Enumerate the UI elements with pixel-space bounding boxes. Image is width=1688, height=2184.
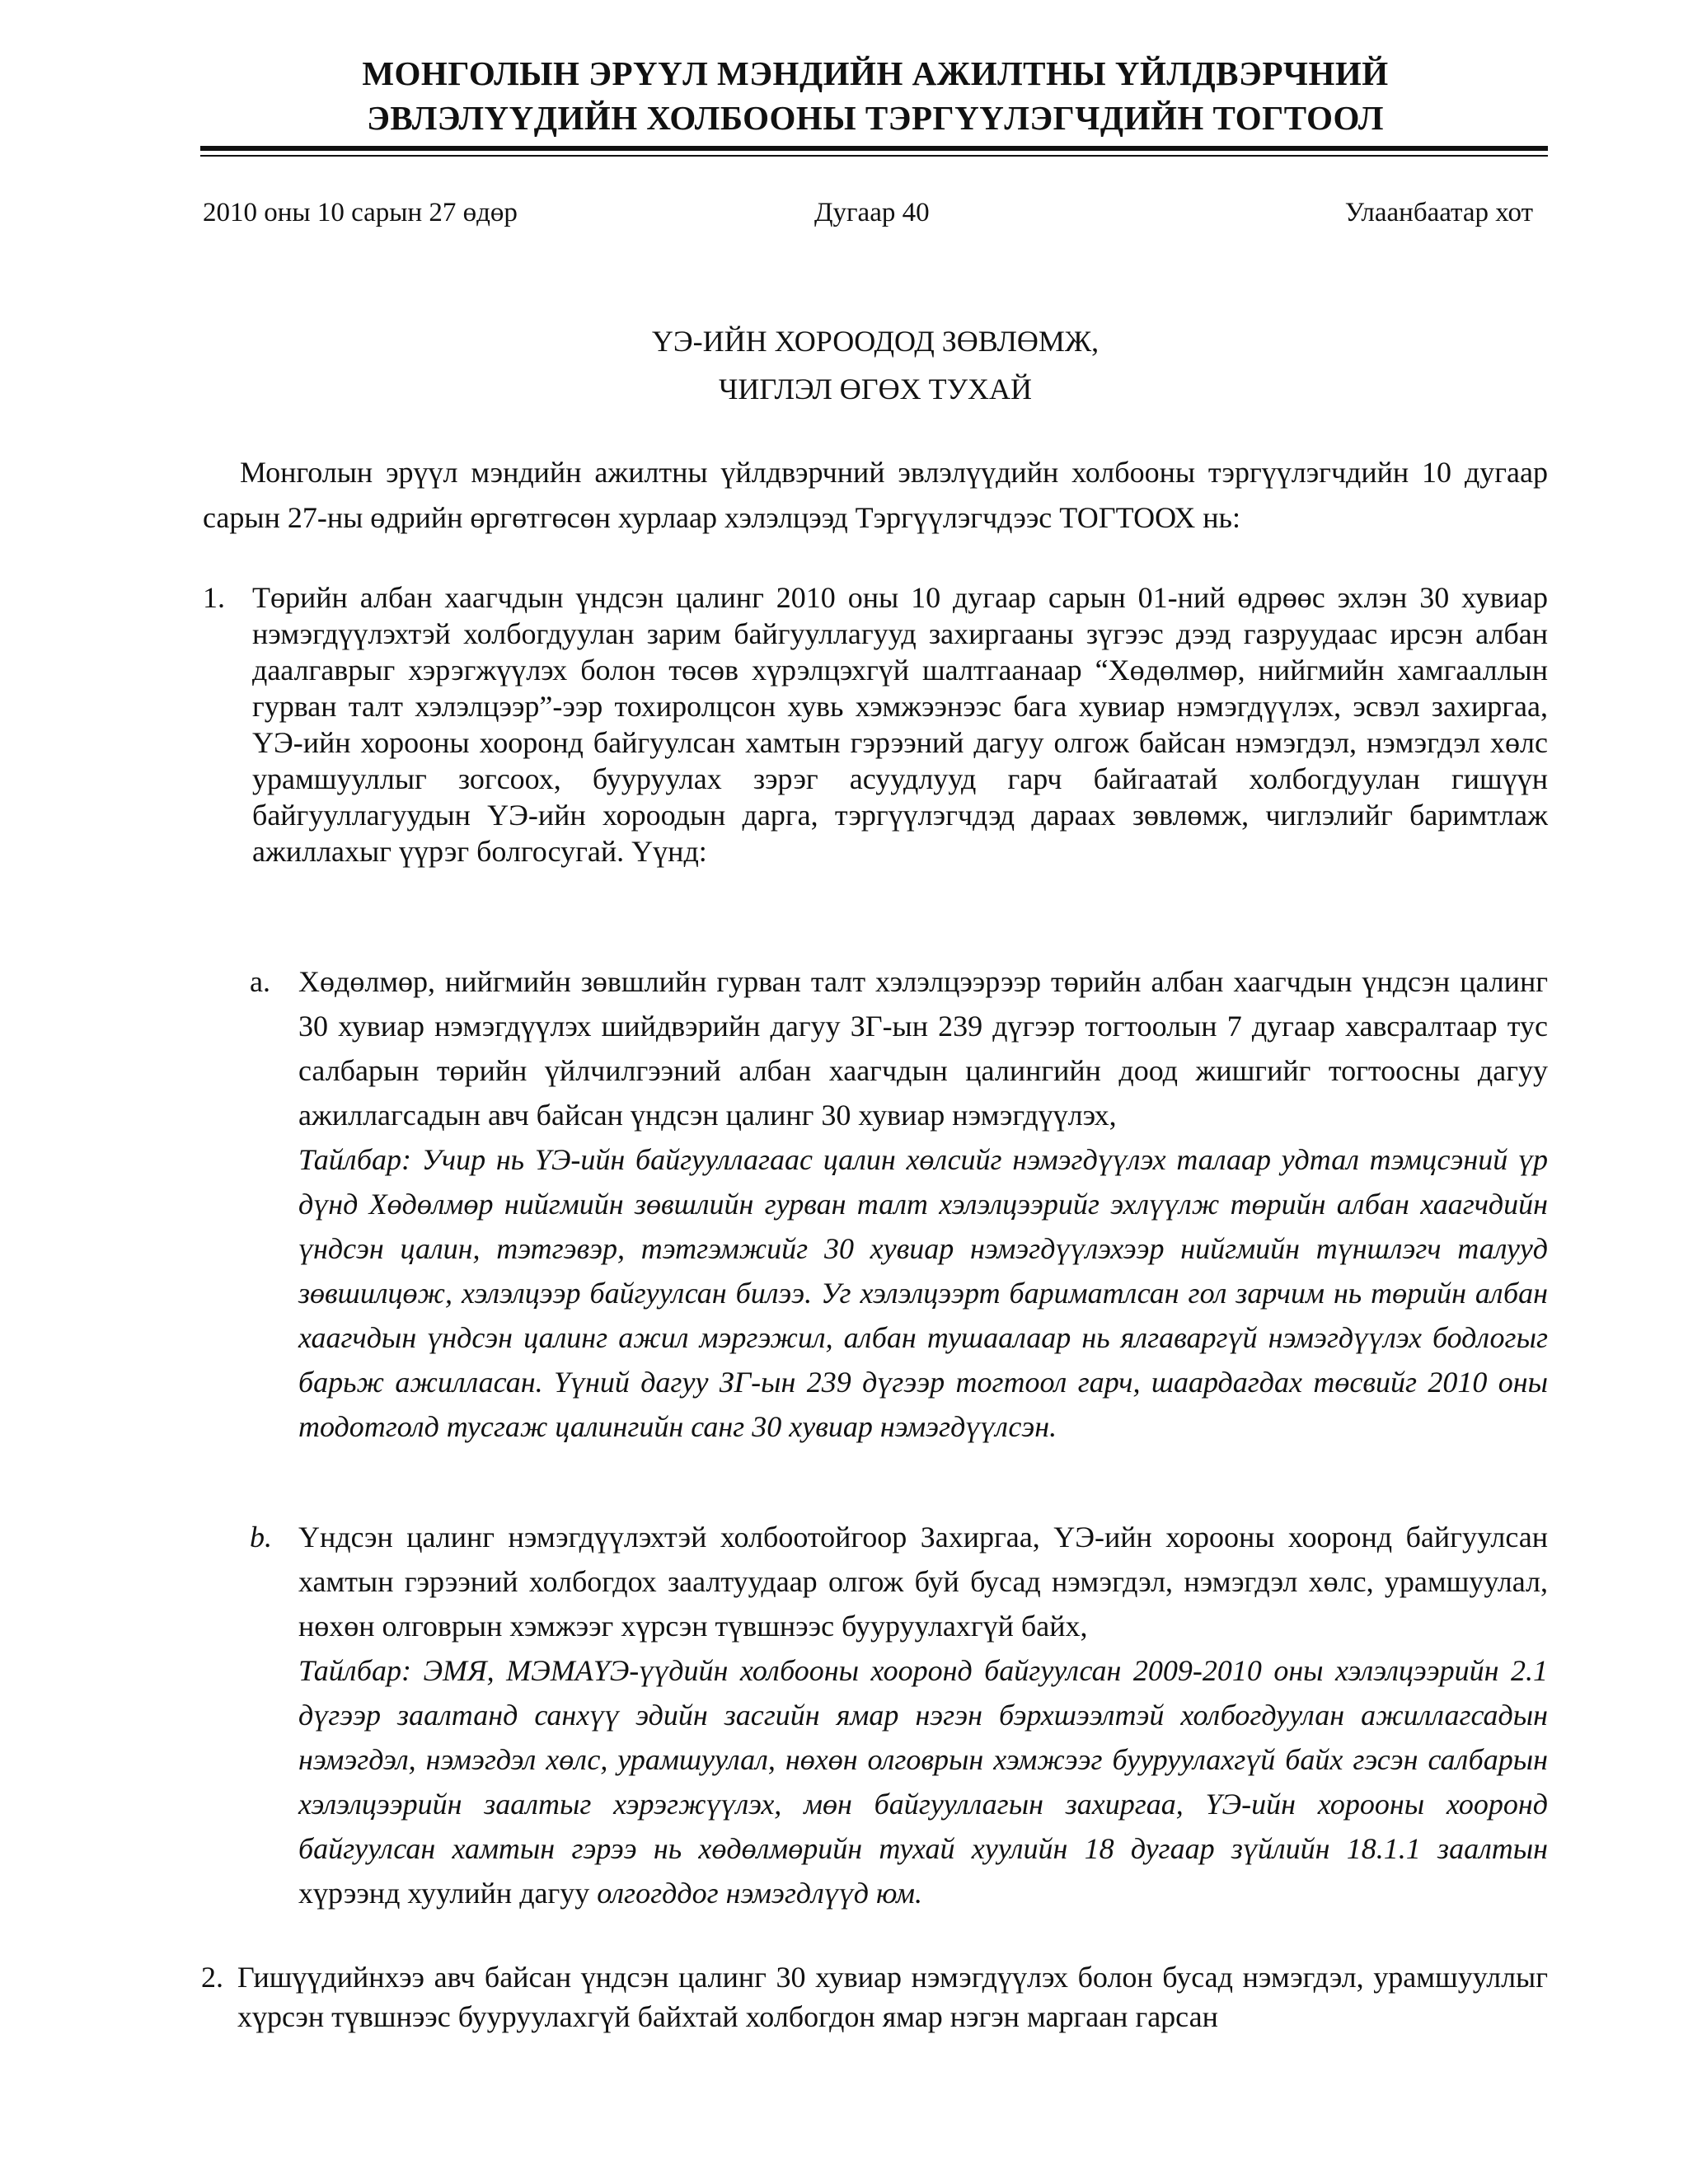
- sub-a: [298, 959, 1548, 1449]
- document-number: Дугаар 40: [814, 198, 930, 227]
- document-date: 2010 оны 10 сарын 27 өдөр: [203, 198, 518, 227]
- document-city: Улаанбаатар хот: [1344, 198, 1533, 227]
- sub-a-marker: a.: [250, 965, 270, 998]
- sub-b-marker: b.: [250, 1521, 272, 1554]
- sub-a-text: Хөдөлмөр, нийгмийн зөвшлийн гурван талт хэлэлцээрээр төрийн албан хаагчдын үндсэн цалинг 30 хувиар нэмэгдүүлэх шийдвэрийн дагуу ЗГ-ын 239 дүгээр тогтоолын 7 дугаар хавсралтаар тус салбарын төрийн үйлчилгээний албан хаагчдын цалингийн доод жишгийг тогтоосны дагуу ажиллагсадын авч байсан үндсэн цалинг 30 хувиар нэмэгдүүлэх,: [298, 965, 1548, 1132]
- sub-a-note: Тайлбар: Учир нь ҮЭ-ийн байгууллагаас цалин хөлсийг нэмэгдүүлэх талаар удтал тэмцсэний үр дүнд Хөдөлмөр нийгмийн зөвшлийн гурван талт хэлэлцээрийг эхлүүлж төрийн албан хаагчдийн үндсэн цалин, тэтгэвэр, тэтгэмжийг 30 хувиар нэмэгдүүлэхээр нийгмийн түншлэгч талууд зөвшилцөж, хэлэлцээр байгуулсан билээ. Уг хэлэлцээрт бариматлсан гол зарчим нь төрийн албан хаагчдын үндсэн цалинг ажил мэргэжил, албан тушаалаар нь ялгаваргүй нэмэгдүүлэх бодлогыг барьж ажилласан. Үүний дагуу ЗГ-ын 239 дүгээр тогтоол гарч, шаардагдах төсвийг 2010 оны тодотголд тусгаж цалингийн санг 30 хувиар нэмэгдүүлсэн.: [298, 1143, 1548, 1443]
- header-rule-thick: [200, 146, 1548, 151]
- title-line-2: ЧИГЛЭЛ ӨГӨХ ТУХАЙ: [718, 373, 1033, 405]
- header-rule-thin: [200, 155, 1548, 157]
- item-1-text: Төрийн албан хаагчдын үндсэн цалинг 2010 оны 10 дугаар сарын 01-ний өдрөөс эхлэн 30 хувиар нэмэгдүүлэхтэй холбогдуулан зарим байгууллагууд захиргааны зүгээс дээд газруудаас ирсэн албан даалгаврыг хэрэгжүүлэх болон төсөв хүрэлцэхгүй шалтгаанаар “Хөдөлмөр, нийгмийн хамгааллын гурван талт хэлэлцээр”-ээр тохиролцсон хувь хэмжээнээс бага хувиар нэмэгдүүлэх, эсвэл захиргаа, ҮЭ-ийн хорооны хооронд байгуулсан хамтын гэрээний дагуу олгож байсан нэмэгдэл, нэмэгдэл хөлс урамшууллыг зогсоох, бууруулах зэрэг асуудлууд гарч байгаатай холбогдуулан гишүүн байгууллагуудын ҮЭ-ийн хороодын дарга, тэргүүлэгчдэд дараах зөвлөмж, чиглэлийг баримтлаж ажиллахыг үүрэг болгосугай. Үүнд:: [252, 581, 1548, 868]
- sub-b-text: Үндсэн цалинг нэмэгдүүлэхтэй холбоотойгоор Захиргаа, ҮЭ-ийн хорооны хооронд байгуулсан хамтын гэрээний холбогдох заалтуудаар олгож буй бусад нэмэгдэл, нэмэгдэл хөлс, урамшуулал, нөхөн олговрын хэмжээг хүрсэн түвшнээс бууруулахгүй байх,: [298, 1521, 1548, 1643]
- sub-b-note: [298, 1648, 1548, 1915]
- document-header: [203, 51, 1548, 140]
- title-line-1: ҮЭ-ИЙН ХОРООДОД ЗӨВЛӨМЖ,: [651, 325, 1100, 358]
- sub-b-note-end: олгогддог нэмэгдлүүд юм.: [597, 1877, 922, 1910]
- item-1-number: 1.: [203, 581, 225, 614]
- item-2-number: 2.: [201, 1961, 223, 1994]
- intro-paragraph: Монголын эрүүл мэндийн ажилтны үйлдвэрчний эвлэлүүдийн холбооны тэргүүлэгчдийн 10 дугаар сарын 27-ны өдрийн өргөтгөсөн хурлаар хэлэлцээд Тэргүүлэгчдээс ТОГТООХ нь:: [203, 456, 1548, 534]
- item-2-text: Гишүүдийнхээ авч байсан үндсэн цалинг 30 хувиар нэмэгдүүлэх болон бусад нэмэгдэл, урамшууллыг хүрсэн түвшнээс бууруулахгүй байхтай холбогдон ямар нэгэн маргаан гарсан: [237, 1961, 1548, 2033]
- header-line-2: ЭВЛЭЛҮҮДИЙН ХОЛБООНЫ ТЭРГҮҮЛЭГЧДИЙН ТОГТООЛ: [367, 99, 1384, 137]
- header-line-1: МОНГОЛЫН ЭРҮҮЛ МЭНДИЙН АЖИЛТНЫ ҮЙЛДВЭРЧНИЙ: [362, 54, 1389, 92]
- sub-b: [298, 1515, 1548, 1915]
- document-title: [203, 317, 1548, 413]
- sub-b-note-plain: хүрээнд хуулийн дагуу: [298, 1877, 598, 1910]
- sub-b-note-start: Тайлбар: ЭМЯ, МЭМАҮЭ-үүдийн холбооны хооронд байгуулсан 2009-2010 оны хэлэлцээрийн 2.1 дүгээр заалтанд санхүү эдийн засгийн ямар нэгэн бэрхшээлтэй холбогдуулан ажиллагсадын нэмэгдэл, нэмэгдэл хөлс, урамшуулал, нөхөн олговрын хэмжээг бууруулахгүй байх гэсэн салбарын хэлэлцээрийн заалтыг хэрэгжүүлэх, мөн байгууллагын захиргаа, ҮЭ-ийн хорооны хооронд байгуулсан хамтын гэрээ нь хөдөлмөрийн тухай хуулийн 18 дугаар зүйлийн 18.1.1 заалтын: [298, 1654, 1548, 1865]
